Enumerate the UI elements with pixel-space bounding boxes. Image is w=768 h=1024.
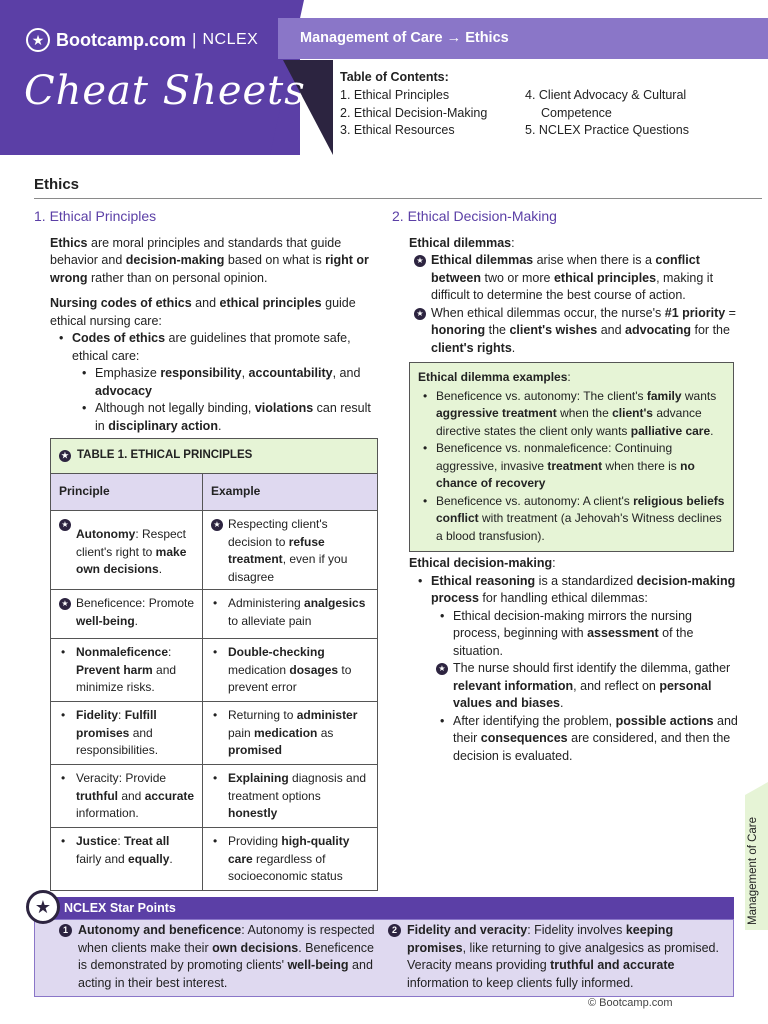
bullet-item: • Beneficence vs. nonmaleficence: Continuing aggressive, invasive treatment when there is no chance of recovery (436, 440, 725, 493)
section-heading: 1. Ethical Principles (34, 208, 157, 224)
table-cell: • Fidelity: Fulfill promises and responsibilities. (51, 702, 203, 764)
star-circle-icon: ★ (26, 890, 60, 924)
paragraph: Nursing codes of ethics and ethical principles guide ethical nursing care: (50, 296, 356, 328)
dilemmas-block (392, 235, 742, 358)
table-row (51, 511, 377, 590)
toc-title: Table of Contents: (340, 70, 449, 84)
side-tab-tip (745, 782, 768, 795)
toc-item-continued[interactable]: Competence (541, 105, 612, 120)
star-points-bar: NCLEX Star Points (34, 897, 734, 919)
star-badge-icon: ★ (26, 28, 50, 52)
dilemma-examples-box (409, 362, 734, 552)
star-point: 2 Fidelity and veracity: Fidelity involves keeping promises, like returning to give analgesics as promised. Veracity means providing truthful and accurate information to keep clients fully informed. (407, 922, 727, 992)
table-cell: • Explaining diagnosis and treatment options honestly (213, 771, 367, 820)
table-cell: • Returning to administer pain medication as promised (213, 708, 358, 757)
toc-item[interactable]: 1. Ethical Principles (340, 88, 450, 102)
topic-name: Ethics (465, 30, 509, 46)
star-bullet-icon: ★ (59, 598, 71, 610)
number-badge: 1 (59, 924, 72, 937)
bullet-item: • Although not legally binding, violations can result in disciplinary action. (95, 400, 379, 435)
section-title: Ethics (34, 176, 80, 193)
toc-item[interactable]: 5. NCLEX Practice Questions (525, 123, 689, 137)
brand-product: NCLEX (202, 31, 259, 48)
table-cell: • Veracity: Provide truthful and accurate information. (51, 765, 203, 827)
table-cell: • Nonmaleficence: Prevent harm and minimize risks. (51, 639, 203, 701)
divider (34, 198, 762, 199)
paragraph: Ethics are moral principles and standards that guide behavior and decision-making based on what is right or wrong rather than on personal opinion. (50, 235, 369, 285)
table-cell: • Providing high-quality care regardless of socioeconomic status (213, 834, 350, 883)
topic-breadcrumb (300, 30, 509, 46)
bullet-item: • Beneficence vs. autonomy: A client's religious beliefs conflict with treatment (a Jehovah's Witness declines a blood transfusion). (436, 493, 725, 546)
brand-name: Bootcamp.com (56, 29, 187, 50)
table-title-text: TABLE 1. ETHICAL PRINCIPLES (77, 449, 253, 462)
toc-item[interactable]: 2. Ethical Decision-Making (340, 105, 488, 120)
topic-area: Management of Care (300, 30, 443, 46)
table-cell: • Administering analgesics to alleviate pain (213, 596, 366, 628)
dilemmas-label: Ethical dilemmas: (409, 235, 515, 250)
table-title (51, 439, 377, 474)
star-points-box (34, 919, 734, 997)
cheat-sheets-title: Cheat Sheets (24, 68, 306, 114)
star-bullet-item: ★ The nurse should first identify the dilemma, gather relevant information, and reflect on personal values and biases. (453, 660, 739, 713)
number-badge: 2 (388, 924, 401, 937)
side-tab-label: Management of Care (747, 816, 759, 925)
table-cell: ★ Autonomy: Respect client's right to make own decisions. (51, 511, 203, 589)
brand-separator: | (192, 30, 197, 49)
column-header-principle: Principle (51, 474, 203, 510)
star-bullet-icon: ★ (59, 450, 71, 462)
bullet-item: • After identifying the problem, possible actions and their consequences are considered, and then the decision is evaluated. (453, 713, 739, 766)
table-cell: ★ Respecting client's decision to refuse treatment, even if you disagree (203, 511, 377, 589)
decision-making-block (409, 555, 739, 765)
star-bullet-icon: ★ (414, 255, 426, 267)
toc-item[interactable]: 3. Ethical Resources (340, 123, 455, 137)
table-cell: ★ Beneficence: Promote well-being. (51, 590, 203, 638)
bullet-item: • Beneficence vs. autonomy: The client's family wants aggressive treatment when the client's advance directive states the client only wants palliative care. (436, 388, 725, 441)
toc-item[interactable]: 4. Client Advocacy & Cultural (525, 88, 687, 102)
ethical-decision-making-section (392, 208, 742, 357)
copyright: © Bootcamp.com (588, 997, 673, 1009)
table-header (51, 474, 377, 511)
section-heading: 2. Ethical Decision-Making (392, 208, 557, 224)
star-bullet-icon: ★ (211, 519, 223, 531)
arrow-icon: → (446, 30, 462, 46)
table-row (51, 828, 377, 890)
star-bullet-icon: ★ (414, 308, 426, 320)
examples-title: Ethical dilemma examples: (418, 370, 571, 384)
bullet-item: • Emphasize responsibility, accountability, and advocacy (95, 365, 379, 400)
star-bullet-item: ★ When ethical dilemmas occur, the nurse's #1 priority = honoring the client's wishes and advocating for the client's rights. (431, 305, 742, 358)
table-cell: • Double-checking medication dosages to prevent error (213, 645, 352, 694)
star-bullet-icon: ★ (436, 663, 448, 675)
table-of-contents (340, 70, 725, 140)
ethical-principles-section (34, 208, 379, 435)
bullet-item: • Ethical decision-making mirrors the nursing process, beginning with assessment of the situation. (453, 608, 739, 661)
table-row (51, 765, 377, 828)
brand (26, 26, 258, 54)
table-row (51, 639, 377, 702)
star-point: 1 Autonomy and beneficence: Autonomy is respected when clients make their own decisions. Beneficence is demonstrated by promoting clients' well-being and acting in their best interest. (78, 922, 378, 992)
table-row (51, 590, 377, 639)
bullet-item: • Ethical reasoning is a standardized decision-making process for handling ethical dilemmas: • Ethical decision-making mirrors the nursing process, beginning with assessment of the situation. ★ The nurse should first identify the dilemma, gather relevant information, and reflect on personal values and biases. • After identifying the problem, possible actions and their consequences are considered, and then the decision is evaluated. (431, 573, 739, 766)
decision-making-label: Ethical decision-making: (409, 556, 556, 570)
bullet-item: • Codes of ethics are guidelines that promote safe, ethical care: • Emphasize responsibility, accountability, and advocacy • Although not legally binding, violations can result in disciplinary action. (72, 330, 379, 435)
table-row (51, 702, 377, 765)
star-bullet-item: ★ Ethical dilemmas arise when there is a conflict between two or more ethical principles, making it difficult to determine the best course of action. (431, 252, 742, 305)
column-header-example: Example (211, 484, 261, 499)
ethical-principles-table (50, 438, 378, 891)
table-cell: • Justice: Treat all fairly and equally. (51, 828, 203, 890)
star-bullet-icon: ★ (59, 519, 71, 531)
